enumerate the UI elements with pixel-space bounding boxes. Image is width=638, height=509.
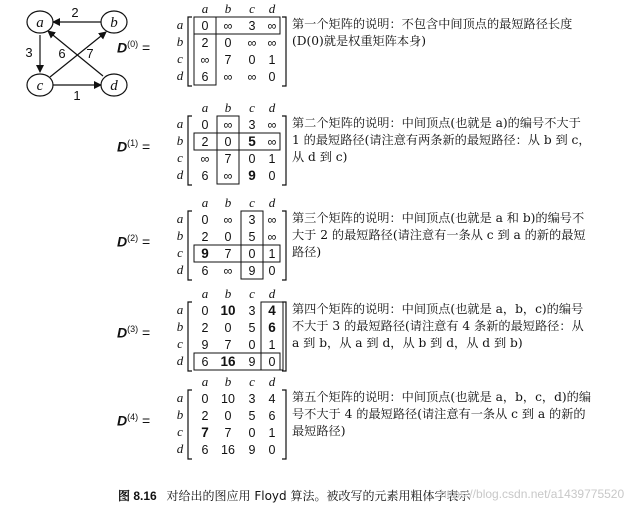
matrix-cell: 3 [248, 19, 256, 33]
column-header: c [249, 196, 255, 210]
matrix-superscript: (4) [127, 411, 139, 422]
matrix-cell: 0 [224, 409, 232, 423]
matrix-cell: 0 [248, 247, 256, 261]
matrix-4 [160, 375, 290, 463]
equals-sign: = [138, 324, 151, 341]
column-header: b [224, 2, 232, 16]
svg-text:b: b [110, 15, 118, 31]
row-label: d [176, 441, 184, 456]
column-header: d [268, 375, 276, 389]
matrix-cell: 7 [224, 53, 232, 67]
matrix-cell: 1 [268, 338, 276, 352]
matrix-cell: 0 [268, 264, 276, 278]
node-c [27, 74, 53, 96]
matrix-3 [160, 287, 290, 375]
left-bracket [188, 302, 192, 371]
matrix-cell: 9 [201, 246, 209, 261]
matrix-cell: 2 [201, 321, 209, 335]
matrix-cell: 3 [248, 304, 256, 318]
row-label: c [177, 245, 183, 260]
row-label: d [176, 353, 184, 368]
matrix-description-1: 第二个矩阵的说明：中间顶点(也就是 a)的编号不大于 1 的最短路径(请注意有两条新的最短路径：从 b 到 c， 从 d 到 c) [292, 116, 591, 164]
matrix-name: D [117, 138, 128, 155]
figure-caption [118, 487, 470, 504]
equals-sign: = [138, 39, 151, 56]
matrix-cell: 7 [224, 152, 232, 166]
matrix-cell: 6 [268, 409, 276, 423]
matrix-cell: 7 [224, 247, 232, 261]
matrix-cell: ∞ [267, 230, 277, 244]
watermark: https://blog.csdn.net/a1439775520 [440, 487, 625, 501]
matrix-superscript: (1) [127, 137, 139, 148]
right-bracket [282, 116, 286, 185]
matrix-cell: ∞ [247, 36, 257, 50]
matrix-cell: 3 [248, 118, 256, 132]
matrix-cell: ∞ [223, 70, 233, 84]
matrix-cell: 0 [201, 304, 209, 318]
matrix-cell: 6 [268, 320, 276, 335]
row-label: a [176, 116, 184, 131]
column-header: b [224, 287, 232, 301]
matrix-cell: 6 [201, 169, 209, 183]
matrix-cell: 9 [248, 168, 256, 183]
matrix-cell: 5 [248, 321, 256, 335]
matrix-cell: ∞ [267, 36, 277, 50]
column-header: a [201, 375, 209, 389]
matrix-cell: 0 [268, 70, 276, 84]
matrix-cell: 6 [201, 443, 209, 457]
matrix-cell: 16 [221, 443, 235, 457]
left-bracket [188, 390, 192, 459]
left-bracket [188, 116, 192, 185]
matrix-description-3: 第四个矩阵的说明：中间顶点(也就是 a，b，c)的编号 不大于 3 的最短路径(请注意有 4 条新的最短路径：从 a 到 b，从 a 到 d，从 b 到 d，从 d 到 b) [292, 302, 584, 350]
matrix-cell: 2 [201, 135, 209, 149]
matrix-cell: ∞ [223, 264, 233, 278]
column-header: a [201, 287, 209, 301]
row-label: c [177, 424, 183, 439]
matrix-cell: 10 [221, 392, 235, 406]
matrix-superscript: (0) [127, 38, 139, 49]
equals-sign: = [138, 138, 151, 155]
matrix-cell: ∞ [267, 135, 277, 149]
matrix-cell: 0 [268, 443, 276, 457]
column-header: d [268, 101, 276, 115]
matrix-cell: 7 [224, 338, 232, 352]
matrix-cell: 5 [248, 230, 256, 244]
column-header: c [249, 101, 255, 115]
matrix-cell: 0 [268, 355, 276, 369]
matrix-cell: ∞ [267, 213, 277, 227]
matrix-cell: 0 [224, 36, 232, 50]
matrix-cell: 2 [201, 230, 209, 244]
matrix-cell: 0 [224, 230, 232, 244]
matrix-label-4 [117, 412, 150, 429]
right-bracket [282, 17, 286, 86]
right-bracket [282, 211, 286, 280]
matrix-superscript: (2) [127, 232, 139, 243]
matrix-0 [160, 2, 290, 90]
column-header: d [268, 2, 276, 16]
graph-diagram [10, 5, 130, 105]
matrix-cell: 0 [248, 426, 256, 440]
matrix-cell: 0 [224, 135, 232, 149]
column-header: b [224, 101, 232, 115]
matrix-cell: 2 [201, 36, 209, 50]
matrix-cell: ∞ [267, 19, 277, 33]
edge-weight-d-a: 6 [58, 46, 66, 61]
matrix-cell: 10 [220, 303, 236, 318]
matrix-name: D [117, 233, 128, 250]
matrix-cell: ∞ [223, 169, 233, 183]
svg-text:d: d [110, 78, 118, 94]
row-label: c [177, 51, 183, 66]
row-label: b [176, 228, 184, 243]
caption-text: 对给出的图应用 Floyd 算法。被改写的元素用粗体字表示 [166, 489, 471, 503]
matrix-cell: ∞ [267, 118, 277, 132]
column-header: d [268, 196, 276, 210]
edge-d-a [48, 31, 103, 76]
matrix-cell: 9 [248, 443, 256, 457]
right-bracket [282, 390, 286, 459]
matrix-cell: 6 [201, 355, 209, 369]
matrix-cell: 0 [268, 169, 276, 183]
matrix-description-2: 第三个矩阵的说明：中间顶点(也就是 a 和 b)的编号不 大于 2 的最短路径(请注意有一条从 c 到 a 的新的最短 路径) [292, 211, 586, 259]
left-bracket [188, 211, 192, 280]
matrix-cell: 1 [268, 247, 276, 261]
row-label: c [177, 336, 183, 351]
row-label: a [176, 302, 184, 317]
column-header: c [249, 287, 255, 301]
matrix-cell: 1 [268, 53, 276, 67]
node-b [101, 11, 127, 33]
column-header: c [249, 375, 255, 389]
equals-sign: = [138, 233, 151, 250]
column-header: c [249, 2, 255, 16]
matrix-cell: 7 [224, 426, 232, 440]
row-label: c [177, 150, 183, 165]
node-d [101, 74, 127, 96]
matrix-description-4: 第五个矩阵的说明：中间顶点(也就是 a，b，c，d)的编 号不大于 4 的最短路径(请注意有一条从 c 到 a 的新的 最短路径) [292, 390, 592, 438]
row-label: d [176, 262, 184, 277]
matrix-cell: 6 [201, 264, 209, 278]
matrix-cell: 2 [201, 409, 209, 423]
row-label: b [176, 319, 184, 334]
row-label: d [176, 68, 184, 83]
column-header: d [268, 287, 276, 301]
matrix-1 [160, 101, 290, 189]
matrix-superscript: (3) [127, 323, 139, 334]
matrix-cell: ∞ [247, 70, 257, 84]
column-header: b [224, 375, 232, 389]
matrix-name: D [117, 39, 128, 56]
column-header: a [201, 196, 209, 210]
edge-weight-b-a: 2 [71, 5, 79, 20]
column-header: a [201, 2, 209, 16]
matrix-cell: 0 [248, 53, 256, 67]
matrix-cell: 3 [248, 392, 256, 406]
matrix-cell: 0 [201, 118, 209, 132]
matrix-cell: ∞ [200, 53, 210, 67]
matrix-cell: 0 [248, 338, 256, 352]
matrix-cell: 6 [201, 70, 209, 84]
matrix-cell: 7 [201, 425, 209, 440]
row-label: a [176, 211, 184, 226]
row-label: a [176, 390, 184, 405]
matrix-cell: 0 [201, 19, 209, 33]
edge-weight-a-c: 3 [25, 45, 33, 60]
equals-sign: = [138, 412, 151, 429]
matrix-label-3 [117, 324, 150, 341]
row-label: d [176, 167, 184, 182]
matrix-name: D [117, 412, 128, 429]
matrix-cell: 0 [201, 392, 209, 406]
svg-text:a: a [36, 15, 44, 31]
matrix-name: D [117, 324, 128, 341]
matrix-label-0 [117, 39, 150, 56]
matrix-cell: 5 [248, 409, 256, 423]
matrix-label-1 [117, 138, 150, 155]
column-header: a [201, 101, 209, 115]
left-bracket [188, 17, 192, 86]
matrix-label-2 [117, 233, 150, 250]
row-label: b [176, 34, 184, 49]
matrix-cell: 9 [248, 355, 256, 369]
matrix-cell: 4 [268, 303, 276, 318]
svg-text:c: c [36, 78, 44, 94]
edge-weight-c-d: 1 [73, 88, 81, 103]
matrix-cell: ∞ [223, 118, 233, 132]
matrix-cell: 9 [201, 338, 209, 352]
row-label: b [176, 407, 184, 422]
column-header: b [224, 196, 232, 210]
matrix-cell: 0 [248, 152, 256, 166]
matrix-cell: 1 [268, 152, 276, 166]
matrix-cell: ∞ [223, 213, 233, 227]
matrix-cell: ∞ [200, 152, 210, 166]
matrix-cell: 3 [248, 213, 256, 227]
matrix-cell: 9 [248, 264, 256, 278]
matrix-cell: 1 [268, 426, 276, 440]
node-a [27, 11, 53, 33]
matrix-description-0: 第一个矩阵的说明：不包含中间顶点的最短路径长度 (D(0)就是权重矩阵本身) [292, 17, 573, 48]
row-label: b [176, 133, 184, 148]
matrix-cell: 5 [248, 134, 256, 149]
edge-weight-c-b: 7 [86, 46, 94, 61]
matrix-cell: ∞ [223, 19, 233, 33]
matrix-2 [160, 196, 290, 284]
matrix-cell: 0 [201, 213, 209, 227]
matrix-cell: 0 [224, 321, 232, 335]
row-label: a [176, 17, 184, 32]
figure-number: 图 8.16 [118, 489, 157, 503]
matrix-cell: 4 [268, 392, 276, 406]
matrix-cell: 16 [220, 354, 236, 369]
